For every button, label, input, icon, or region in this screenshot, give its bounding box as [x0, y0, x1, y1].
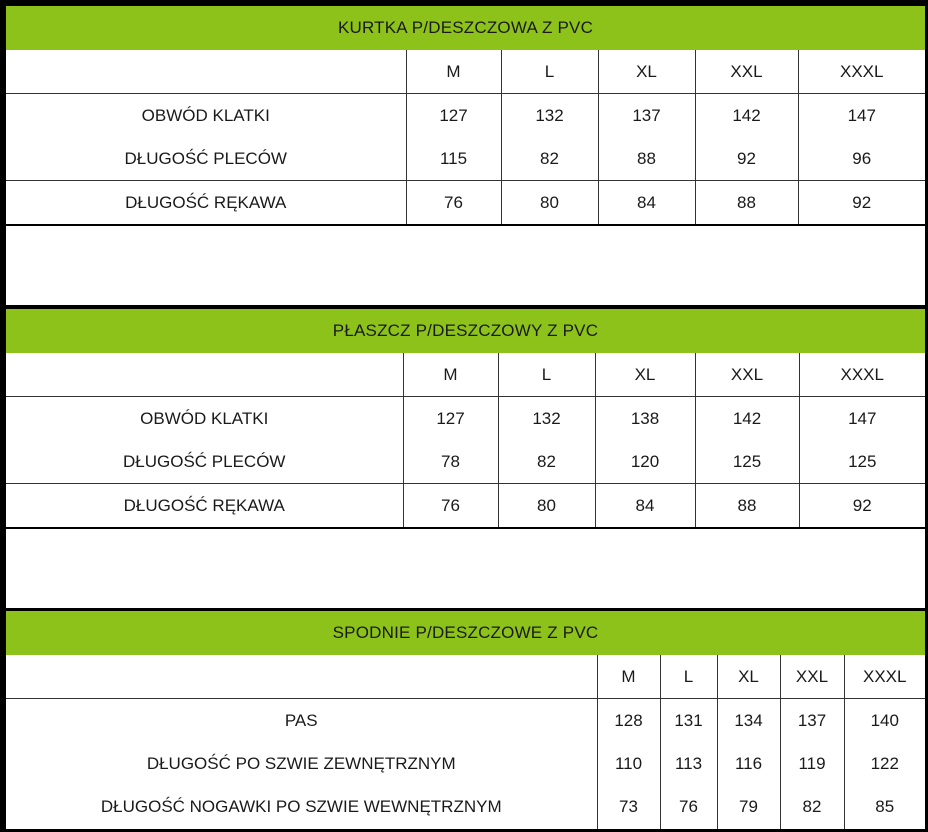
spacer	[6, 529, 925, 608]
cell-value: 82	[780, 786, 844, 829]
cell-value: 84	[598, 181, 695, 225]
cell-value: 137	[598, 94, 695, 138]
size-table-coat	[6, 353, 925, 527]
cell-value: 88	[598, 137, 695, 181]
cell-value: 92	[799, 484, 925, 528]
table-row	[6, 786, 925, 829]
cell-value: 142	[695, 94, 798, 138]
cell-value: 122	[844, 743, 925, 786]
cell-value: 138	[595, 397, 695, 441]
row-label: DŁUGOŚĆ PLECÓW	[123, 451, 286, 471]
table-title: KURTKA P/DESZCZOWA Z PVC	[6, 6, 925, 50]
cell-value: 119	[780, 743, 844, 786]
cell-value: 88	[695, 181, 798, 225]
empty-cell	[6, 50, 406, 94]
cell-value: 73	[597, 786, 660, 829]
cell-value: 147	[798, 94, 925, 138]
table-row	[6, 699, 925, 743]
cell-value: 125	[695, 440, 799, 484]
cell-value: 85	[844, 786, 925, 829]
size-xxl: XXL	[780, 655, 844, 699]
row-label: DŁUGOŚĆ PO SZWIE ZEWNĘTRZNYM	[146, 754, 456, 774]
size-l: L	[660, 655, 717, 699]
cell-value: 84	[595, 484, 695, 528]
size-header-row	[6, 655, 925, 699]
size-m: M	[597, 655, 660, 699]
size-header-row	[6, 353, 925, 397]
size-table-jacket	[6, 50, 925, 224]
size-xl: XL	[717, 655, 780, 699]
cell-value: 82	[501, 137, 598, 181]
cell-value: 76	[406, 181, 501, 225]
cell-value: 128	[597, 699, 660, 743]
empty-cell	[6, 655, 597, 699]
row-label: DŁUGOŚĆ PLECÓW	[124, 148, 287, 168]
size-xl: XL	[598, 50, 695, 94]
table-row	[6, 484, 925, 528]
cell-value: 115	[406, 137, 501, 181]
size-xxl: XXL	[695, 50, 798, 94]
table-title: SPODNIE P/DESZCZOWE Z PVC	[6, 611, 925, 655]
cell-value: 113	[660, 743, 717, 786]
cell-value: 80	[498, 484, 595, 528]
spacer	[6, 226, 925, 305]
cell-value: 120	[595, 440, 695, 484]
row-label: DŁUGOŚĆ RĘKAWA	[6, 484, 403, 528]
empty-cell	[6, 353, 403, 397]
cell-value: 76	[403, 484, 498, 528]
row-label: OBWÓD KLATKI	[141, 105, 270, 125]
size-xxxl: XXXL	[844, 655, 925, 699]
cell-value: 132	[498, 397, 595, 441]
table-row	[6, 94, 925, 138]
table-row	[6, 743, 925, 786]
cell-value: 110	[597, 743, 660, 786]
row-label: OBWÓD KLATKI	[140, 408, 269, 428]
size-l: L	[498, 353, 595, 397]
table-row	[6, 181, 925, 225]
row-label: DŁUGOŚĆ RĘKAWA	[6, 181, 406, 225]
cell-value: 125	[799, 440, 925, 484]
cell-value: 142	[695, 397, 799, 441]
size-m: M	[403, 353, 498, 397]
cell-value: 92	[695, 137, 798, 181]
size-header-row	[6, 50, 925, 94]
cell-value: 96	[798, 137, 925, 181]
cell-value: 78	[403, 440, 498, 484]
cell-value: 137	[780, 699, 844, 743]
size-xxxl: XXXL	[798, 50, 925, 94]
table-row	[6, 397, 925, 441]
cell-value: 79	[717, 786, 780, 829]
size-l: L	[501, 50, 598, 94]
size-xl: XL	[595, 353, 695, 397]
cell-value: 127	[406, 94, 501, 138]
cell-value: 116	[717, 743, 780, 786]
size-table-trousers	[6, 655, 925, 829]
table-row	[6, 137, 925, 181]
cell-value: 134	[717, 699, 780, 743]
cell-value: 132	[501, 94, 598, 138]
cell-value: 131	[660, 699, 717, 743]
size-m: M	[406, 50, 501, 94]
table-title: PŁASZCZ P/DESZCZOWY Z PVC	[6, 309, 925, 353]
cell-value: 140	[844, 699, 925, 743]
row-label: PAS	[284, 710, 318, 730]
cell-value: 147	[799, 397, 925, 441]
size-xxl: XXL	[695, 353, 799, 397]
cell-value: 88	[695, 484, 799, 528]
cell-value: 80	[501, 181, 598, 225]
size-xxxl: XXXL	[799, 353, 925, 397]
cell-value: 76	[660, 786, 717, 829]
cell-value: 92	[798, 181, 925, 225]
cell-value: 127	[403, 397, 498, 441]
table-row	[6, 440, 925, 484]
cell-value: 82	[498, 440, 595, 484]
row-label: DŁUGOŚĆ NOGAWKI PO SZWIE WEWNĘTRZNYM	[100, 797, 502, 817]
